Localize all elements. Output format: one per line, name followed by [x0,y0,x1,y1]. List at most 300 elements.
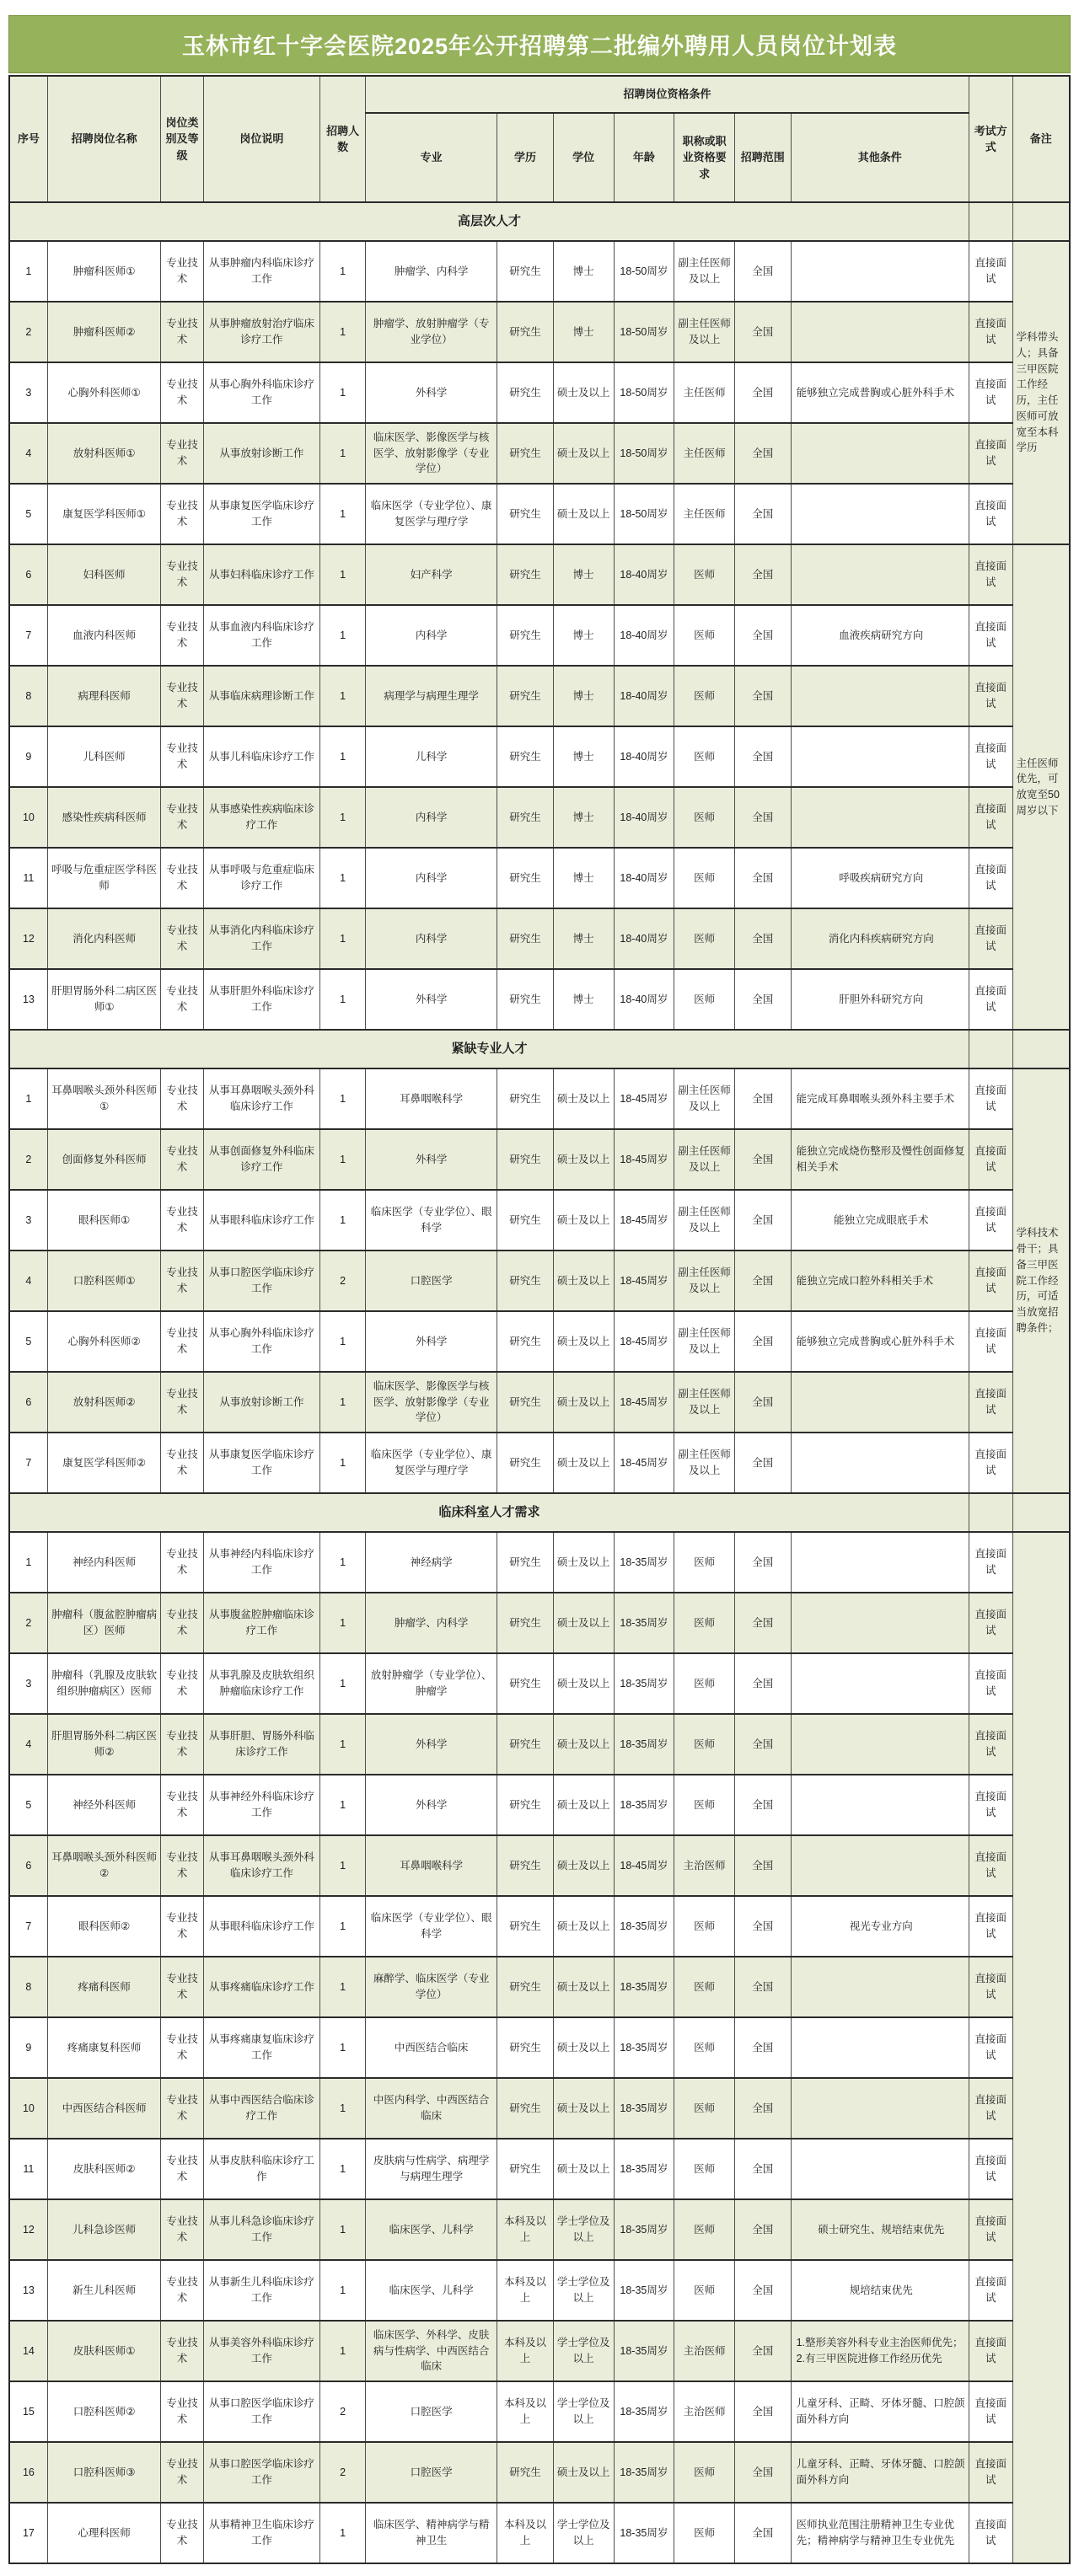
section-header [9,202,1070,241]
cell-education: 研究生 [497,1433,554,1493]
cell-other: 肝胆外科研究方向 [791,969,969,1030]
cell-position: 口腔科医师③ [47,2442,161,2503]
cell-description: 从事腹盆腔肿瘤临床诊疗工作 [203,1593,319,1653]
cell-other [791,423,969,484]
cell-other [791,1835,969,1896]
table-row [9,1433,1070,1493]
cell-other: 能独立完成口腔外科相关手术 [791,1251,969,1311]
cell-title-req: 主任医师 [674,484,735,544]
cell-position: 肝胆胃肠外科二病区医师① [47,969,161,1030]
table-row [9,2321,1070,2381]
cell-scope: 全国 [734,2017,791,2078]
cell-major: 外科学 [366,969,497,1030]
cell-position: 疼痛科医师 [47,1957,161,2017]
cell-count: 1 [320,1372,366,1433]
cell-education: 研究生 [497,666,554,726]
cell-count: 1 [320,484,366,544]
cell-major: 口腔医学 [366,2381,497,2442]
cell-exam-method: 直接面试 [969,302,1012,362]
cell-scope: 全国 [734,423,791,484]
cell-age: 18-35周岁 [614,2503,674,2563]
remark-cell: 主任医师优先，可放宽至50周岁以下 [1012,544,1070,1030]
cell-other: 硕士研究生、规培结束优先 [791,2199,969,2260]
cell-category: 专业技术 [161,2017,203,2078]
cell-category: 专业技术 [161,2442,203,2503]
cell-category: 专业技术 [161,423,203,484]
cell-degree: 硕士及以上 [553,1190,614,1251]
col-header-title-req: 职称或职业资格要求 [674,113,735,202]
cell-degree: 硕士及以上 [553,1593,614,1653]
cell-degree: 学士学位及以上 [553,2503,614,2563]
cell-category: 专业技术 [161,544,203,605]
cell-title-req: 副主任医师及以上 [674,1190,735,1251]
col-header-exam: 考试方式 [969,76,1012,202]
cell-title-req: 医师 [674,666,735,726]
cell-degree: 硕士及以上 [553,1714,614,1775]
cell-no: 1 [9,1068,47,1129]
table-row [9,1714,1070,1775]
cell-degree: 学士学位及以上 [553,2199,614,2260]
cell-count: 1 [320,2199,366,2260]
cell-count: 1 [320,362,366,423]
table-row [9,848,1070,908]
cell-major: 口腔医学 [366,1251,497,1311]
section-title: 紧缺专业人才 [9,1030,969,1068]
col-header-education: 学历 [497,113,554,202]
cell-category: 专业技术 [161,1311,203,1372]
cell-age: 18-50周岁 [614,423,674,484]
cell-position: 肝胆胃肠外科二病区医师② [47,1714,161,1775]
section-title: 临床科室人才需求 [9,1493,969,1532]
cell-scope: 全国 [734,1129,791,1190]
cell-degree: 博士 [553,241,614,302]
cell-description: 从事妇科临床诊疗工作 [203,544,319,605]
cell-count: 1 [320,2503,366,2563]
cell-age: 18-35周岁 [614,2442,674,2503]
col-header-no: 序号 [9,76,47,202]
cell-scope: 全国 [734,2260,791,2321]
cell-other: 消化内科疾病研究方向 [791,908,969,969]
cell-age: 18-50周岁 [614,484,674,544]
cell-title-req: 主治医师 [674,2381,735,2442]
cell-description: 从事血液内科临床诊疗工作 [203,605,319,666]
cell-other [791,1532,969,1593]
col-header-remark: 备注 [1012,76,1070,202]
cell-other [791,1714,969,1775]
cell-description: 从事放射诊断工作 [203,1372,319,1433]
cell-no: 6 [9,1372,47,1433]
cell-category: 专业技术 [161,1775,203,1835]
cell-degree: 硕士及以上 [553,423,614,484]
cell-description: 从事耳鼻咽喉头颈外科临床诊疗工作 [203,1835,319,1896]
cell-description: 从事消化内科临床诊疗工作 [203,908,319,969]
cell-other [791,1653,969,1714]
cell-exam-method: 直接面试 [969,241,1012,302]
cell-description: 从事皮肤科临床诊疗工作 [203,2139,319,2199]
cell-category: 专业技术 [161,241,203,302]
cell-degree: 博士 [553,787,614,848]
cell-position: 心胸外科医师② [47,1311,161,1372]
cell-category: 专业技术 [161,1251,203,1311]
cell-education: 本科及以上 [497,2503,554,2563]
cell-major: 麻醉学、临床医学（专业学位） [366,1957,497,2017]
cell-other: 血液疾病研究方向 [791,605,969,666]
cell-exam-method: 直接面试 [969,1532,1012,1593]
cell-exam-method: 直接面试 [969,908,1012,969]
cell-no: 4 [9,423,47,484]
cell-count: 1 [320,908,366,969]
cell-count: 1 [320,787,366,848]
cell-degree: 硕士及以上 [553,1068,614,1129]
cell-exam-method: 直接面试 [969,2078,1012,2139]
cell-title-req: 主任医师 [674,362,735,423]
cell-description: 从事口腔医学临床诊疗工作 [203,2442,319,2503]
cell-category: 专业技术 [161,302,203,362]
cell-title-req: 副主任医师及以上 [674,1433,735,1493]
cell-degree: 硕士及以上 [553,1896,614,1957]
cell-no: 5 [9,484,47,544]
cell-title-req: 医师 [674,1957,735,2017]
cell-scope: 全国 [734,2199,791,2260]
table-row [9,1593,1070,1653]
table-row [9,2381,1070,2442]
cell-major: 临床医学（专业学位）、眼科学 [366,1190,497,1251]
cell-count: 1 [320,1835,366,1896]
cell-exam-method: 直接面试 [969,1835,1012,1896]
cell-age: 18-35周岁 [614,1775,674,1835]
cell-count: 1 [320,2017,366,2078]
cell-description: 从事美容外科临床诊疗工作 [203,2321,319,2381]
cell-position: 口腔科医师① [47,1251,161,1311]
cell-degree: 学士学位及以上 [553,2260,614,2321]
cell-no: 7 [9,1896,47,1957]
cell-position: 儿科医师 [47,726,161,787]
cell-degree: 硕士及以上 [553,1129,614,1190]
cell-category: 专业技术 [161,1714,203,1775]
table-row [9,1129,1070,1190]
cell-no: 5 [9,1775,47,1835]
table-row [9,423,1070,484]
cell-exam-method: 直接面试 [969,1957,1012,2017]
cell-description: 从事儿科急诊临床诊疗工作 [203,2199,319,2260]
cell-age: 18-35周岁 [614,2078,674,2139]
cell-no: 11 [9,2139,47,2199]
cell-education: 研究生 [497,1896,554,1957]
cell-exam-method: 直接面试 [969,1593,1012,1653]
cell-title-req: 医师 [674,2260,735,2321]
cell-education: 研究生 [497,2442,554,2503]
cell-degree: 硕士及以上 [553,2139,614,2199]
recruitment-plan-table [8,75,1071,2564]
cell-category: 专业技术 [161,726,203,787]
cell-no: 10 [9,787,47,848]
cell-count: 1 [320,1714,366,1775]
cell-position: 病理科医师 [47,666,161,726]
cell-no: 15 [9,2381,47,2442]
remark-cell: 学科带头人；具备三甲医院工作经历，主任医师可放宽至本科学历 [1012,241,1070,544]
col-header-degree: 学位 [553,113,614,202]
cell-description: 从事疼痛康复临床诊疗工作 [203,2017,319,2078]
cell-exam-method: 直接面试 [969,1129,1012,1190]
cell-scope: 全国 [734,544,791,605]
cell-category: 专业技术 [161,1896,203,1957]
cell-title-req: 医师 [674,1532,735,1593]
cell-age: 18-35周岁 [614,1532,674,1593]
col-header-position: 招聘岗位名称 [47,76,161,202]
cell-scope: 全国 [734,2442,791,2503]
cell-count: 1 [320,544,366,605]
cell-education: 研究生 [497,1068,554,1129]
cell-education: 研究生 [497,1593,554,1653]
cell-no: 11 [9,848,47,908]
cell-position: 肿瘤科（乳腺及皮肤软组织肿瘤病区）医师 [47,1653,161,1714]
cell-exam-method: 直接面试 [969,605,1012,666]
cell-other: 呼吸疾病研究方向 [791,848,969,908]
cell-scope: 全国 [734,1653,791,1714]
cell-count: 1 [320,1653,366,1714]
cell-description: 从事心胸外科临床诊疗工作 [203,362,319,423]
table-row [9,1311,1070,1372]
cell-category: 专业技术 [161,787,203,848]
cell-exam-method: 直接面试 [969,787,1012,848]
cell-exam-method: 直接面试 [969,1433,1012,1493]
section-header-spacer [969,1030,1012,1068]
col-header-major: 专业 [366,113,497,202]
cell-major: 外科学 [366,362,497,423]
cell-title-req: 副主任医师及以上 [674,1068,735,1129]
table-row [9,726,1070,787]
cell-scope: 全国 [734,1835,791,1896]
cell-scope: 全国 [734,2078,791,2139]
cell-no: 3 [9,1190,47,1251]
cell-count: 1 [320,1896,366,1957]
cell-title-req: 医师 [674,2442,735,2503]
cell-degree: 博士 [553,666,614,726]
cell-count: 1 [320,2139,366,2199]
cell-education: 研究生 [497,2017,554,2078]
cell-description: 从事康复医学临床诊疗工作 [203,484,319,544]
cell-description: 从事肿瘤放射治疗临床诊疗工作 [203,302,319,362]
cell-major: 耳鼻咽喉科学 [366,1068,497,1129]
cell-scope: 全国 [734,1896,791,1957]
col-header-description: 岗位说明 [203,76,319,202]
cell-degree: 博士 [553,302,614,362]
cell-description: 从事放射诊断工作 [203,423,319,484]
cell-education: 研究生 [497,362,554,423]
cell-title-req: 医师 [674,605,735,666]
cell-position: 感染性疾病科医师 [47,787,161,848]
cell-major: 神经病学 [366,1532,497,1593]
cell-degree: 硕士及以上 [553,2017,614,2078]
cell-scope: 全国 [734,1372,791,1433]
cell-exam-method: 直接面试 [969,484,1012,544]
cell-other [791,484,969,544]
table-row [9,1190,1070,1251]
cell-category: 专业技术 [161,2260,203,2321]
cell-degree: 硕士及以上 [553,362,614,423]
cell-category: 专业技术 [161,1835,203,1896]
cell-education: 研究生 [497,484,554,544]
cell-age: 18-35周岁 [614,1957,674,2017]
section-title: 高层次人才 [9,202,969,241]
cell-age: 18-35周岁 [614,2017,674,2078]
cell-no: 16 [9,2442,47,2503]
cell-title-req: 医师 [674,544,735,605]
cell-no: 6 [9,1835,47,1896]
cell-major: 耳鼻咽喉科学 [366,1835,497,1896]
cell-position: 口腔科医师② [47,2381,161,2442]
table-row [9,605,1070,666]
cell-degree: 博士 [553,969,614,1030]
cell-major: 中西医结合临床 [366,2017,497,2078]
cell-title-req: 主治医师 [674,2321,735,2381]
cell-degree: 硕士及以上 [553,1532,614,1593]
cell-other: 医师执业范围注册精神卫生专业优先；精神病学与精神卫生专业优先 [791,2503,969,2563]
cell-category: 专业技术 [161,969,203,1030]
cell-title-req: 主治医师 [674,1835,735,1896]
cell-other [791,241,969,302]
cell-position: 皮肤科医师② [47,2139,161,2199]
cell-scope: 全国 [734,908,791,969]
cell-education: 本科及以上 [497,2199,554,2260]
cell-other [791,1593,969,1653]
cell-exam-method: 直接面试 [969,2503,1012,2563]
cell-title-req: 医师 [674,1896,735,1957]
cell-count: 1 [320,726,366,787]
cell-other [791,2139,969,2199]
cell-other [791,302,969,362]
cell-major: 皮肤病与性病学、病理学与病理生理学 [366,2139,497,2199]
cell-scope: 全国 [734,1714,791,1775]
cell-major: 肿瘤学、放射肿瘤学（专业学位） [366,302,497,362]
cell-title-req: 副主任医师及以上 [674,302,735,362]
cell-education: 研究生 [497,544,554,605]
cell-other [791,1775,969,1835]
cell-no: 14 [9,2321,47,2381]
table-row [9,544,1070,605]
cell-degree: 硕士及以上 [553,1835,614,1896]
cell-position: 妇科医师 [47,544,161,605]
cell-degree: 博士 [553,726,614,787]
cell-education: 研究生 [497,787,554,848]
cell-education: 本科及以上 [497,2260,554,2321]
cell-count: 1 [320,1593,366,1653]
cell-position: 创面修复外科医师 [47,1129,161,1190]
col-header-qualification-group: 招聘岗位资格条件 [366,76,969,113]
cell-position: 消化内科医师 [47,908,161,969]
cell-category: 专业技术 [161,605,203,666]
cell-age: 18-50周岁 [614,241,674,302]
cell-scope: 全国 [734,787,791,848]
cell-major: 临床医学、儿科学 [366,2199,497,2260]
cell-major: 放射肿瘤学（专业学位）、肿瘤学 [366,1653,497,1714]
cell-exam-method: 直接面试 [969,726,1012,787]
cell-age: 18-50周岁 [614,362,674,423]
table-row [9,2199,1070,2260]
cell-education: 研究生 [497,908,554,969]
cell-position: 肿瘤科（腹盆腔肿瘤病区）医师 [47,1593,161,1653]
cell-position: 放射科医师② [47,1372,161,1433]
cell-description: 从事口腔医学临床诊疗工作 [203,1251,319,1311]
cell-title-req: 医师 [674,1593,735,1653]
cell-title-req: 医师 [674,787,735,848]
cell-scope: 全国 [734,1311,791,1372]
section-header [9,1030,1070,1068]
table-row [9,2139,1070,2199]
cell-category: 专业技术 [161,2199,203,2260]
cell-age: 18-45周岁 [614,1835,674,1896]
table-row [9,1775,1070,1835]
cell-other: 能独立完成烧伤整形及慢性创面修复相关手术 [791,1129,969,1190]
cell-degree: 学士学位及以上 [553,2381,614,2442]
cell-category: 专业技术 [161,1372,203,1433]
cell-category: 专业技术 [161,908,203,969]
cell-count: 1 [320,1129,366,1190]
table-row [9,241,1070,302]
cell-education: 研究生 [497,1775,554,1835]
table-row [9,1068,1070,1129]
cell-education: 研究生 [497,302,554,362]
cell-no: 4 [9,1714,47,1775]
cell-major: 外科学 [366,1775,497,1835]
table-row [9,2017,1070,2078]
cell-description: 从事神经外科临床诊疗工作 [203,1775,319,1835]
cell-scope: 全国 [734,241,791,302]
table-row [9,2442,1070,2503]
cell-title-req: 医师 [674,848,735,908]
cell-no: 8 [9,666,47,726]
cell-scope: 全国 [734,2381,791,2442]
cell-count: 2 [320,2442,366,2503]
cell-title-req: 医师 [674,726,735,787]
cell-description: 从事肝胆、胃肠外科临床诊疗工作 [203,1714,319,1775]
cell-scope: 全国 [734,302,791,362]
cell-major: 儿科学 [366,726,497,787]
cell-age: 18-35周岁 [614,1896,674,1957]
cell-major: 口腔医学 [366,2442,497,2503]
cell-no: 3 [9,1653,47,1714]
cell-title-req: 副主任医师及以上 [674,1251,735,1311]
cell-age: 18-35周岁 [614,2321,674,2381]
cell-degree: 硕士及以上 [553,1653,614,1714]
col-header-count: 招聘人数 [320,76,366,202]
cell-title-req: 医师 [674,2017,735,2078]
cell-scope: 全国 [734,726,791,787]
cell-position: 眼科医师① [47,1190,161,1251]
cell-education: 研究生 [497,241,554,302]
cell-other: 儿童牙科、正畸、牙体牙髓、口腔颌面外科方向 [791,2381,969,2442]
cell-education: 研究生 [497,1372,554,1433]
cell-other [791,2078,969,2139]
cell-other: 能够独立完成普胸或心脏外科手术 [791,362,969,423]
cell-description: 从事口腔医学临床诊疗工作 [203,2381,319,2442]
cell-description: 从事眼科临床诊疗工作 [203,1896,319,1957]
cell-exam-method: 直接面试 [969,1190,1012,1251]
cell-position: 心理科医师 [47,2503,161,2563]
cell-no: 9 [9,2017,47,2078]
cell-position: 儿科急诊医师 [47,2199,161,2260]
cell-age: 18-35周岁 [614,2381,674,2442]
cell-title-req: 医师 [674,1653,735,1714]
cell-major: 内科学 [366,605,497,666]
cell-degree: 硕士及以上 [553,1311,614,1372]
cell-scope: 全国 [734,1251,791,1311]
cell-age: 18-35周岁 [614,2199,674,2260]
cell-other [791,787,969,848]
cell-degree: 硕士及以上 [553,1957,614,2017]
table-row [9,1532,1070,1593]
cell-description: 从事创面修复外科临床诊疗工作 [203,1129,319,1190]
